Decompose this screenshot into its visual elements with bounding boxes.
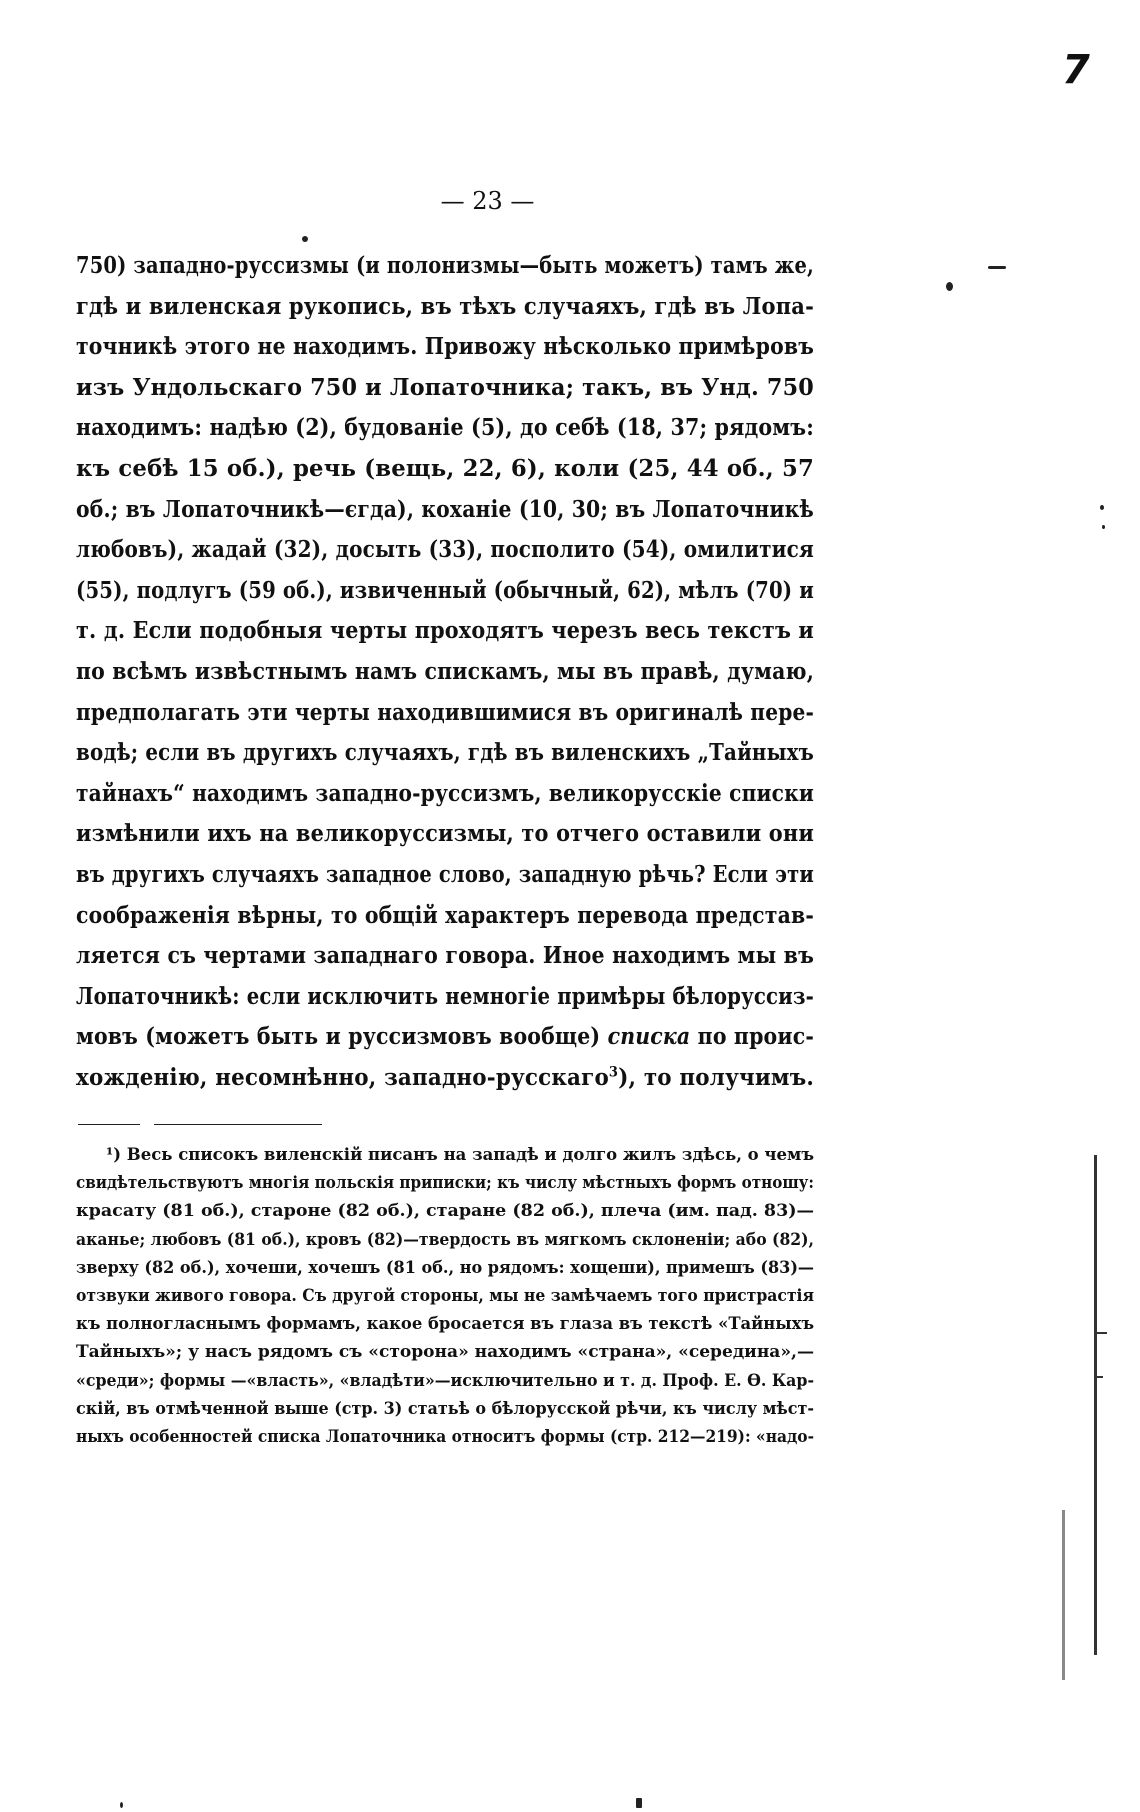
scan-speck [1102,525,1105,529]
page-number: — 23 — [440,187,535,215]
text-line: точникѣ этого не находимъ. Привожу нѣсколько примѣровъ [76,333,814,361]
footnote-line: отзвуки живого говора. Съ другой стороны, мы не замѣчаемъ того пристрастія [76,1284,814,1305]
text-segment: по проис- [697,1023,814,1051]
scan-speck [302,236,308,242]
footnote-line: Тайныхъ»; у насъ рядомъ съ «сторона» находимъ «страна», «середина»,— [76,1341,814,1362]
text-line: гдѣ и виленская рукопись, въ тѣхъ случаяхъ, гдѣ въ Лопа- [76,292,814,320]
footnote-ref: 3 [608,1064,619,1081]
corner-mark: 7 [1062,47,1090,93]
footnote-line: свидѣтельствуютъ многія польскія приписки; къ числу мѣстныхъ формъ отношу: [76,1172,814,1193]
footnote-line: скій, въ отмѣченной выше (стр. 3) статьѣ о бѣлорусской рѣчи, къ числу мѣст- [76,1397,814,1418]
scan-speck [1100,505,1104,510]
margin-tick [1097,1332,1107,1334]
text-segment: ), то получимъ. [618,1063,814,1091]
margin-bar [1094,1155,1097,1655]
footnote-separator [78,1124,322,1125]
text-segment: хожденію, несомнѣнно, западно-русскаго [76,1063,609,1091]
text-line: 750) западно-руссизмы (и полонизмы—быть можетъ) тамъ же, [76,252,814,279]
footnote-line: ныхъ особенностей списка Лопаточника относитъ формы (стр. 212—219): «надо- [76,1425,814,1446]
text-line: по всѣмъ извѣстнымъ намъ спискамъ, мы въ правѣ, думаю, [76,657,814,685]
text-line: тайнахъ“ находимъ западно-руссизмъ, великорусскіе списки [76,779,814,807]
main-text [76,246,814,1098]
text-line: (55), подлугъ (59 об.), извиченный (обычный, 62), мѣлъ (70) и [76,576,814,604]
scan-speck [636,1798,642,1808]
footnote-line: «среди»; формы —«власть», «владѣти»—исключительно и т. д. Проф. Е. Ѳ. Кар- [76,1369,814,1390]
text-line: любовъ), жадай (32), досыть (33), посполито (54), омилитися [76,536,814,564]
text-line: соображенія вѣрны, то общій характеръ перевода представ- [76,901,814,929]
separator-gap [140,1120,154,1128]
footnote-line: зверху (82 об.), хочеши, хочешъ (81 об., но рядомъ: хощеши), примешъ (83)— [76,1256,814,1277]
italic-word: списка [607,1023,691,1051]
text-line: ляется съ чертами западнаго говора. Иное находимъ мы въ [76,942,814,970]
footnote-line: ¹) Весь списокъ виленскій писанъ на западѣ и долго жилъ здѣсь, о чемъ [106,1144,814,1164]
text-line [76,1058,814,1099]
footnote-line: къ полногласнымъ формамъ, какое бросается въ глаза въ текстѣ «Тайныхъ [76,1313,814,1334]
margin-tick [1062,1510,1065,1680]
text-line: предполагать эти черты находившимися въ оригиналѣ пере- [76,698,814,726]
text-line: водѣ; если въ другихъ случаяхъ, гдѣ въ виленскихъ „Тайныхъ [76,739,814,767]
text-line: Лопаточникѣ: если исключить немногіе примѣры бѣлоруссиз- [76,982,814,1010]
footnotes [76,1140,814,1450]
footnote-line: аканье; любовъ (81 об.), кровъ (82)—твердость въ мягкомъ склоненіи; або (82), [76,1228,814,1249]
scan-speck [988,266,1006,269]
text-line: изъ Ундольскаго 750 и Лопаточника; такъ, въ Унд. 750 [76,373,814,401]
text-line: т. д. Если подобныя черты проходятъ черезъ весь текстъ и [76,617,814,645]
footnote-line: красату (81 об.), староне (82 об.), старане (82 об.), плеча (им. пад. 83)— [76,1200,814,1221]
text-line [76,1017,814,1058]
text-line: об.; въ Лопаточникѣ—єгда), коханіе (10, 30; въ Лопаточникѣ [76,495,814,523]
text-line: находимъ: надѣю (2), будованіе (5), до себѣ (18, 37; рядомъ: [76,414,814,442]
text-line: къ себѣ 15 об.), речь (вещь, 22, 6), коли (25, 44 об., 57 [76,454,814,482]
scan-speck [120,1802,123,1808]
text-line: измѣнили ихъ на великоруссизмы, то отчего оставили они [76,820,814,848]
text-segment: мовъ (можетъ быть и руссизмовъ вообще) [76,1023,601,1051]
text-line: въ другихъ случаяхъ западное слово, западную рѣчь? Если эти [76,860,814,888]
scan-speck [946,282,953,291]
margin-tick [1097,1376,1103,1378]
